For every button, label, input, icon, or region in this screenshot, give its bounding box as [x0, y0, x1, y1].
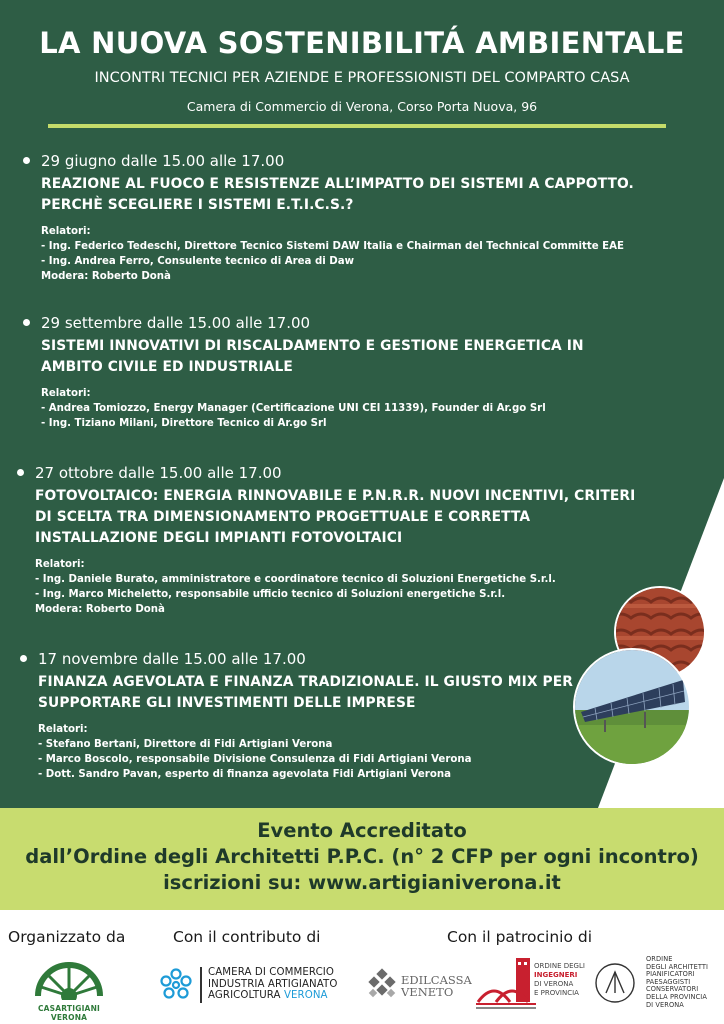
edilcassa-logo [365, 968, 471, 1004]
event-speakers: Relatori: - Ing. Federico Tedeschi, Direttore Tecnico Sistemi DAW Italia e Chairman del Technical Committe EAE - Ing. Andrea Ferro, Consulente tecnico di Area di Daw Modera: Roberto Donà [41, 226, 624, 282]
bullet-icon [17, 469, 24, 476]
accreditation-detail: dall’Ordine degli Architetti P.P.C. (n° 2 CFP per ogni incontro) [25, 845, 699, 868]
event-3 [35, 464, 675, 617]
registration-link[interactable]: iscrizioni su: www.artigianiverona.it [163, 871, 561, 894]
footer [0, 910, 724, 1024]
ingegneri-name: ORDINE DEGLI INGEGNERI DI VERONA E PROVINCIA [534, 962, 585, 997]
event-title: SISTEMI INNOVATIVI DI RISCALDAMENTO E GESTIONE ENERGETICA IN AMBITO CIVILE ED INDUSTRIALE [41, 338, 584, 375]
accreditation-band [0, 808, 724, 910]
accreditation-title: Evento Accreditato [257, 819, 467, 842]
separator [200, 967, 202, 1003]
edilcassa-name: EDILCASSA VENETO [401, 973, 472, 999]
divider [48, 124, 666, 128]
event-date: 27 ottobre dalle 15.00 alle 17.00 [15, 464, 675, 482]
event-date: 17 novembre dalle 15.00 alle 17.00 [18, 650, 598, 668]
page-title: LA NUOVA SOSTENIBILITÁ AMBIENTALE [39, 26, 685, 60]
event-speakers: Relatori: - Ing. Daniele Burato, amministratore e coordinatore tecnico di Soluzioni Energetiche S.r.l. - Ing. Marco Micheletto, responsabile ufficio tecnico di Soluzioni energetiche S.r.l. Modera: Roberto Donà [35, 559, 556, 615]
event-4 [38, 650, 598, 782]
ordine-architetti-logo [594, 956, 718, 1020]
event-speakers: Relatori: - Andrea Tomiozzo, Energy Manager (Certificazione UNI CEI 11339), Founder di Ar.go Srl - Ing. Tiziano Milani, Direttore Tecnico di Ar.go Srl [41, 388, 546, 429]
ordine-ingegneri-logo [476, 958, 586, 1016]
event-1 [41, 152, 681, 284]
patronage-label: Con il patrocinio di [447, 928, 593, 946]
event-speakers: Relatori: - Stefano Bertani, Direttore di Fidi Artigiani Verona - Marco Boscolo, responsabile Divisione Consulenza di Fidi Artigiani Verona - Dott. Sandro Pavan, esperto di finanza agevolata Fidi Artigiani Verona [38, 724, 472, 780]
event-date: 29 settembre dalle 15.00 alle 17.00 [21, 314, 681, 332]
organized-by-label: Organizzato da [8, 928, 126, 946]
solar-panels-photo [573, 648, 691, 766]
bullet-icon [20, 655, 27, 662]
event-title: FINANZA AGEVOLATA E FINANZA TRADIZIONALE. IL GIUSTO MIX PER SUPPORTARE GLI INVESTIMENTI DELLE IMPRESE [38, 674, 573, 711]
contribution-label: Con il contributo di [173, 928, 321, 946]
architetti-name: ORDINE DEGLI ARCHITETTI PIANIFICATORI PAESAGGISTI CONSERVATORI DELLA PROVINCIA DI VERONA [646, 955, 709, 1009]
venue-address: Camera di Commercio di Verona, Corso Porta Nuova, 96 [186, 99, 538, 114]
event-date: 29 giugno dalle 15.00 alle 17.00 [21, 152, 681, 170]
bullet-icon [23, 319, 30, 326]
edilcassa-diamond-icon [365, 968, 399, 1002]
event-title: REAZIONE AL FUOCO E RESISTENZE ALL’IMPATTO DEI SISTEMI A CAPPOTTO. PERCHÈ SCEGLIERE I SISTEMI E.T.I.C.S.? [41, 176, 634, 213]
page-subtitle: INCONTRI TECNICI PER AZIENDE E PROFESSIONISTI DEL COMPARTO CASA [94, 70, 630, 86]
event-title: FOTOVOLTAICO: ENERGIA RINNOVABILE E P.N.R.R. NUOVI INCENTIVI, CRITERI DI SCELTA TRA DIMENSIONAMENTO PROGETTUALE E CORRETTA INSTALLAZIONE DEGLI IMPIANTI FOTOVOLTAICI [35, 488, 636, 546]
camera-commercio-logo [158, 967, 348, 1007]
casartigiani-logo [28, 956, 110, 1022]
bullet-icon [23, 157, 30, 164]
cciaa-emblem-icon [158, 967, 194, 1003]
casartigiani-emblem-icon [28, 956, 110, 1000]
ingegneri-emblem-icon [476, 958, 538, 1014]
event-2 [41, 314, 681, 431]
architetti-emblem-icon [594, 962, 636, 1004]
casartigiani-name: CASARTIGIANI VERONA [37, 1004, 101, 1022]
cciaa-name: CAMERA DI COMMERCIO INDUSTRIA ARTIGIANATO AGRICOLTURA VERONA [208, 967, 338, 1001]
